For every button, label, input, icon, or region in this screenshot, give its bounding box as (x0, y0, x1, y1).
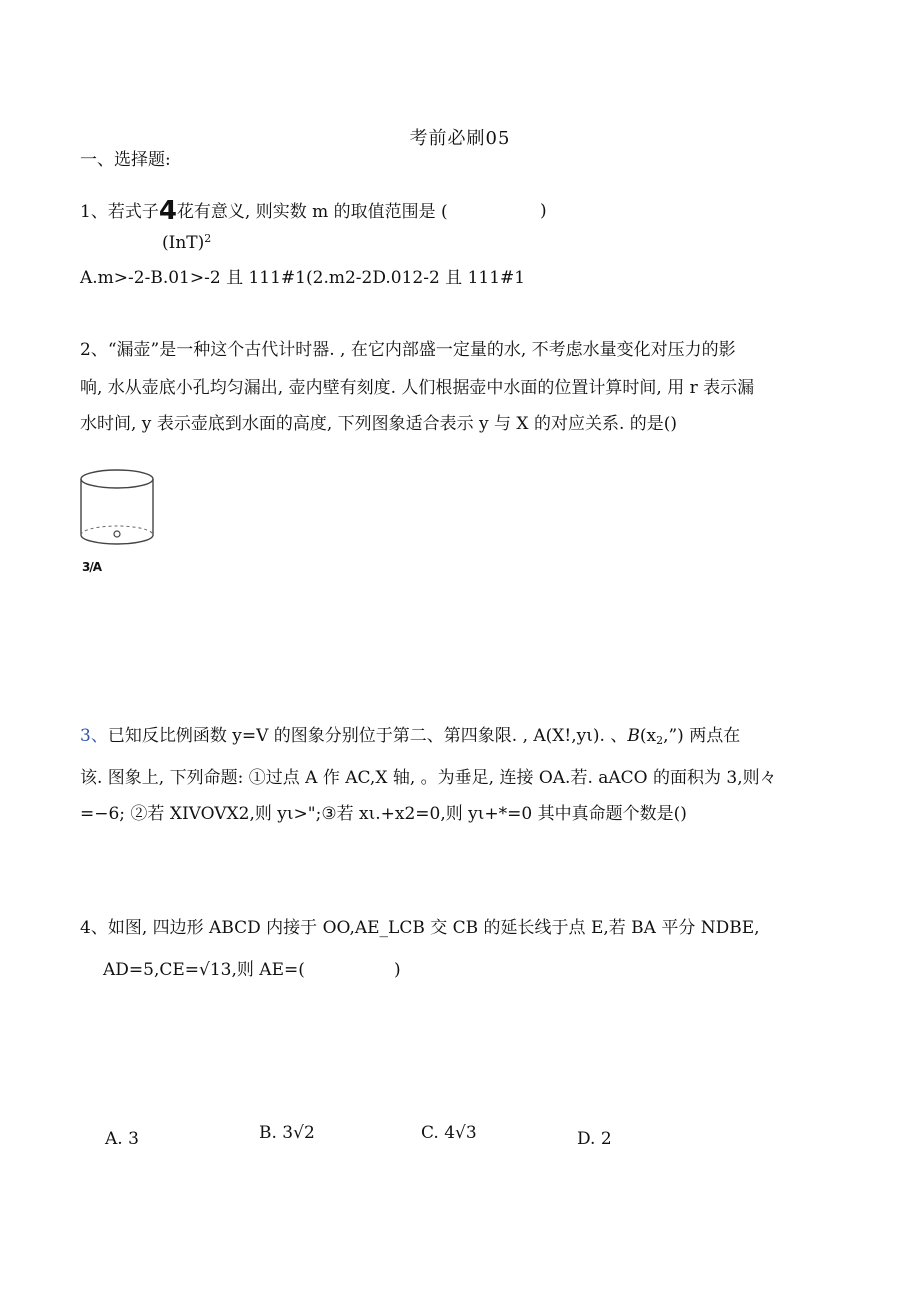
question-3-text-1a: 已知反比例函数 y=V 的图象分别位于第二、第四象限. , A(X!,yι). 、 (107, 726, 628, 746)
question-2-line-2: 响, 水从壶底小孔均匀漏出, 壶内壁有刻度. 人们根据壶中水面的位置计算时间, 用 r 表示漏 (80, 378, 755, 398)
question-3-text-1b: B (627, 726, 640, 746)
option-d: D. 2 (577, 1129, 612, 1149)
question-3-line-3: =−6; ②若 XIVOVX2,则 yι>";③若 xι.+x2=0,则 yι+*=0 其中真命题个数是() (80, 804, 687, 824)
question-2-number: 2、 (80, 340, 108, 360)
question-1-number: 1、 (80, 202, 108, 222)
question-1-denominator (162, 227, 211, 255)
question-4-line-1 (80, 916, 760, 940)
cylinder-drawing (79, 467, 155, 549)
question-2-line-3: 水时间, y 表示壶底到水面的高度, 下列图象适合表示 y 与 X 的对应关系. 的是() (80, 414, 678, 434)
question-3-line-1 (80, 724, 740, 753)
question-1-options: A.m>-2-B.01>-2 且 111#1(2.m2-2D.012-2 且 111#1 (80, 268, 526, 288)
question-1-big-numeral: 4 (158, 196, 177, 226)
water-clock-cylinder-figure (79, 467, 155, 549)
section-heading: 一、选择题: (80, 150, 171, 170)
question-1-close-paren: ) (540, 201, 547, 221)
question-3-line-2: 该. 图象上, 下列命题: ①过点 A 作 AC,X 轴, 。为垂足, 连接 OA.若. aACO 的面积为 3,则々 (80, 768, 777, 788)
question-1-pre: 若式子 (107, 202, 159, 222)
question-1-stem (80, 196, 448, 226)
option-c: C. 4√3 (421, 1123, 477, 1143)
question-3-text-1d: ,”) 两点在 (663, 726, 741, 746)
figure-label: 3/A (82, 560, 102, 574)
question-4-text-1: 如图, 四边形 ABCD 内接于 OO,AE_LCB 交 CB 的延长线于点 E,若 BA 平分 NDBE, (107, 918, 760, 938)
question-1-post: 花有意义, 则实数 m 的取值范围是 ( (176, 202, 448, 222)
question-3-number: 3、 (80, 726, 108, 746)
question-1-denominator-base: (InT) (162, 233, 205, 253)
question-2-line-1 (80, 338, 736, 362)
question-4-line-2: AD=5,CE=√13,则 AE=( (103, 960, 305, 980)
question-1-denominator-exponent: 2 (204, 232, 212, 245)
question-4-close-paren: ) (394, 960, 401, 980)
question-3-subscript: 2 (656, 734, 664, 747)
question-4-number: 4、 (80, 918, 108, 938)
option-b: B. 3√2 (259, 1123, 315, 1143)
option-a: A. 3 (105, 1129, 139, 1149)
question-3-text-1c: (x (639, 726, 657, 746)
page-title: 考前必刷05 (409, 128, 511, 149)
question-2-text-1: “漏壶”是一种这个古代计时器. , 在它内部盛一定量的水, 不考虑水量变化对压力的影 (107, 340, 736, 360)
